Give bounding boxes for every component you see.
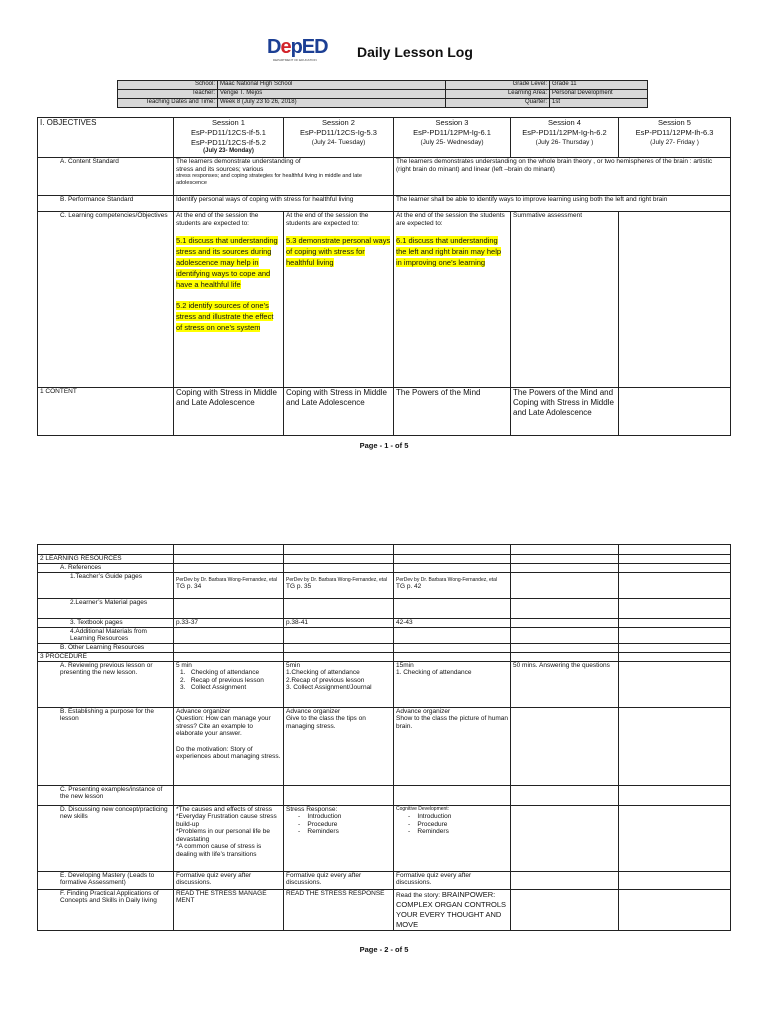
session-4-header: Session 4 EsP-PD11/12PM-Ig-h-6.2 (July 26- Thursday ) — [511, 118, 619, 158]
content-session-1: Coping with Stress in Middle and Late Adolescence — [174, 388, 284, 436]
tg-session-2: PerDev by Dr. Barbara Wong-Fernandez, etal TG p. 35 — [284, 572, 394, 598]
references-label: A. References — [38, 564, 174, 573]
procedure-b-session-3: Advance organizer Show to the class the picture of human brain. — [394, 707, 511, 785]
procedure-label: 3 PROCEDURE — [38, 652, 174, 661]
procedure-e-session-2: Formative quiz every after discussions. — [284, 871, 394, 889]
area-label: Learning Area: — [446, 90, 550, 99]
dates-value: Week 8 (July 23 to 26, 2018) — [218, 99, 446, 108]
procedure-a-label: A. Reviewing previous lesson or presenting the new lesson. — [38, 661, 174, 707]
procedure-e-session-3: Formative quiz every after discussions. — [394, 871, 511, 889]
procedure-e-session-1: Formative quiz every after discussions. — [174, 871, 284, 889]
procedure-b-session-1: Advance organizer Question: How can manage your stress? Cite an example to elaborate your answer. Do the motivation: Story of experiences about managing stress. — [174, 707, 284, 785]
additional-materials-label: 4.Additional Materials from Learning Resources — [38, 627, 174, 643]
grade-value: Grade 11 — [550, 81, 648, 90]
procedure-a-session-3: 15min 1. Checking of attendance — [394, 661, 511, 707]
competencies-session-4: Summative assessment — [511, 212, 619, 388]
procedure-a-session-4: 50 mins. Answering the questions — [511, 661, 619, 707]
teacher-value: Vengie T. Mejos — [218, 90, 446, 99]
school-info-table — [117, 80, 648, 108]
procedure-f-label: F. Finding Practical Applications of Concepts and Skills in Daily living — [38, 889, 174, 930]
competencies-session-2: At the end of the session the students are expected to: 5.3 demonstrate personal ways of coping with stress for healthful living — [284, 212, 394, 388]
other-resources-label: B. Other Learning Resources — [38, 643, 174, 652]
procedure-b-label: B. Establishing a purpose for the lesson — [38, 707, 174, 785]
teachers-guide-label: 1.Teacher’s Guide pages — [38, 572, 174, 598]
school-value: Maac National High School — [218, 81, 446, 90]
procedure-d-session-2: Stress Response: - Introduction - Procedure - Reminders — [284, 805, 394, 871]
procedure-b-session-2: Advance organizer Give to the class the tips on managing stress. — [284, 707, 394, 785]
area-value: Personal Development — [550, 90, 648, 99]
procedure-f-session-3: Read the story: BRAINPOWER: COMPLEX ORGAN CONTROLS YOUR EVERY THOUGHT AND MOVE — [394, 889, 511, 930]
procedure-a-session-1: 5 min 1. Checking of attendance 2. Recap of previous lesson 3. Collect Assignment — [174, 661, 284, 707]
procedure-f-session-2: READ THE STRESS RESPONSE — [284, 889, 394, 930]
procedure-d-session-1: *The causes and effects of stress *Everyday Frustration cause stress build-up *Problems in our personal life be devastating *A common cause of stress is dealing with life’s transitions — [174, 805, 284, 871]
content-session-2: Coping with Stress in Middle and Late Adolescence — [284, 388, 394, 436]
procedure-a-session-2: 5min 1.Checking of attendance 2.Recap of previous lesson 3. Collect Assignment/Journal — [284, 661, 394, 707]
learning-resources-label: 2 LEARNING RESOURCES — [38, 555, 174, 564]
competencies-session-3: At the end of the session the students are expected to: 6.1 discuss that understanding the left and right brain may help in improving one’s learning — [394, 212, 511, 388]
session-3-header: Session 3 EsP-PD11/12PM-Ig-6.1 (July 25- Wednesday) — [394, 118, 511, 158]
content-session-3: The Powers of the Mind — [394, 388, 511, 436]
performance-standard-1: Identify personal ways of coping with stress for healthful living — [174, 196, 394, 212]
page-number-2: Page - 2 - of 5 — [359, 945, 409, 954]
objectives-table — [37, 117, 731, 436]
content-standard-2: The learners demonstrates understanding on the whole brain theory , or two hemispheres of the brain : artistic (right brain do minant) and linear (left –brain do minant) — [394, 158, 731, 196]
competencies-label: C. Learning competencies/Objectives — [38, 212, 174, 388]
textbook-pages-label: 3. Textbook pages — [38, 618, 174, 627]
deped-logo: DepED DEPARTMENT OF EDUCATION — [267, 36, 328, 62]
session-1-header: Session 1 EsP-PD11/12CS-If-5.1 EsP-PD11/12CS-If-5.2 (July 23- Monday) — [174, 118, 284, 158]
procedure-d-session-3: Cognitive Development: - Introduction - Procedure - Reminders — [394, 805, 511, 871]
page-title: Daily Lesson Log — [357, 44, 473, 60]
procedure-d-label: D. Discussing new concept/practicing new skills — [38, 805, 174, 871]
competencies-session-1: At the end of the session the students are expected to: 5.1 discuss that understanding stress and its sources during adolescence may help in identifying ways to cope and have a healthful life 5.2 identify sources of one’s stress and illustrate the effect of stress on one’s system — [174, 212, 284, 388]
dates-label: Teaching Dates and Time: — [118, 99, 218, 108]
content-session-5 — [619, 388, 731, 436]
quarter-value: 1st — [550, 99, 648, 108]
school-label: School: — [118, 81, 218, 90]
performance-standard-label: B. Performance Standard — [38, 196, 174, 212]
content-standard-1: The learners demonstrate understanding of stress and its sources; various stress responses; and coping strategies for healthful living in middle and late adolescence — [174, 158, 394, 196]
procedure-e-label: E. Developing Mastery (Leads to formative Assessment) — [38, 871, 174, 889]
grade-label: Grade Level: — [446, 81, 550, 90]
session-5-header: Session 5 EsP-PD11/12PM-Ih-6.3 (July 27- Friday ) — [619, 118, 731, 158]
procedure-f-session-1: READ THE STRESS MANAGE MENT — [174, 889, 284, 930]
content-standard-label: A. Content Standard — [38, 158, 174, 196]
session-2-header: Session 2 EsP-PD11/12CS-Ig-5.3 (July 24- Tuesday) — [284, 118, 394, 158]
procedure-table — [37, 544, 731, 931]
competencies-session-5 — [619, 212, 731, 388]
teacher-label: Teacher: — [118, 90, 218, 99]
content-session-4: The Powers of the Mind and Coping with Stress in Middle and Late Adolescence — [511, 388, 619, 436]
textbook-session-2: p.38-41 — [284, 618, 394, 627]
objectives-label: I. OBJECTIVES — [38, 118, 174, 158]
tg-session-3: PerDev by Dr. Barbara Wong-Fernandez, etal TG p. 42 — [394, 572, 511, 598]
content-label: 1 CONTENT — [38, 388, 174, 436]
tg-session-1: PerDev by Dr. Barbara Wong-Fernandez, etal TG p. 34 — [174, 572, 284, 598]
performance-standard-2: The learner shall be able to identify ways to improve learning using both the left and right brain — [394, 196, 731, 212]
procedure-c-label: C. Presenting examples/instance of the new lesson — [38, 785, 174, 805]
quarter-label: Quarter: — [446, 99, 550, 108]
textbook-session-3: 42-43 — [394, 618, 511, 627]
page-number-1: Page - 1 - of 5 — [359, 441, 409, 450]
learners-material-label: 2.Learner’s Material pages — [38, 598, 174, 618]
textbook-session-1: p.33-37 — [174, 618, 284, 627]
